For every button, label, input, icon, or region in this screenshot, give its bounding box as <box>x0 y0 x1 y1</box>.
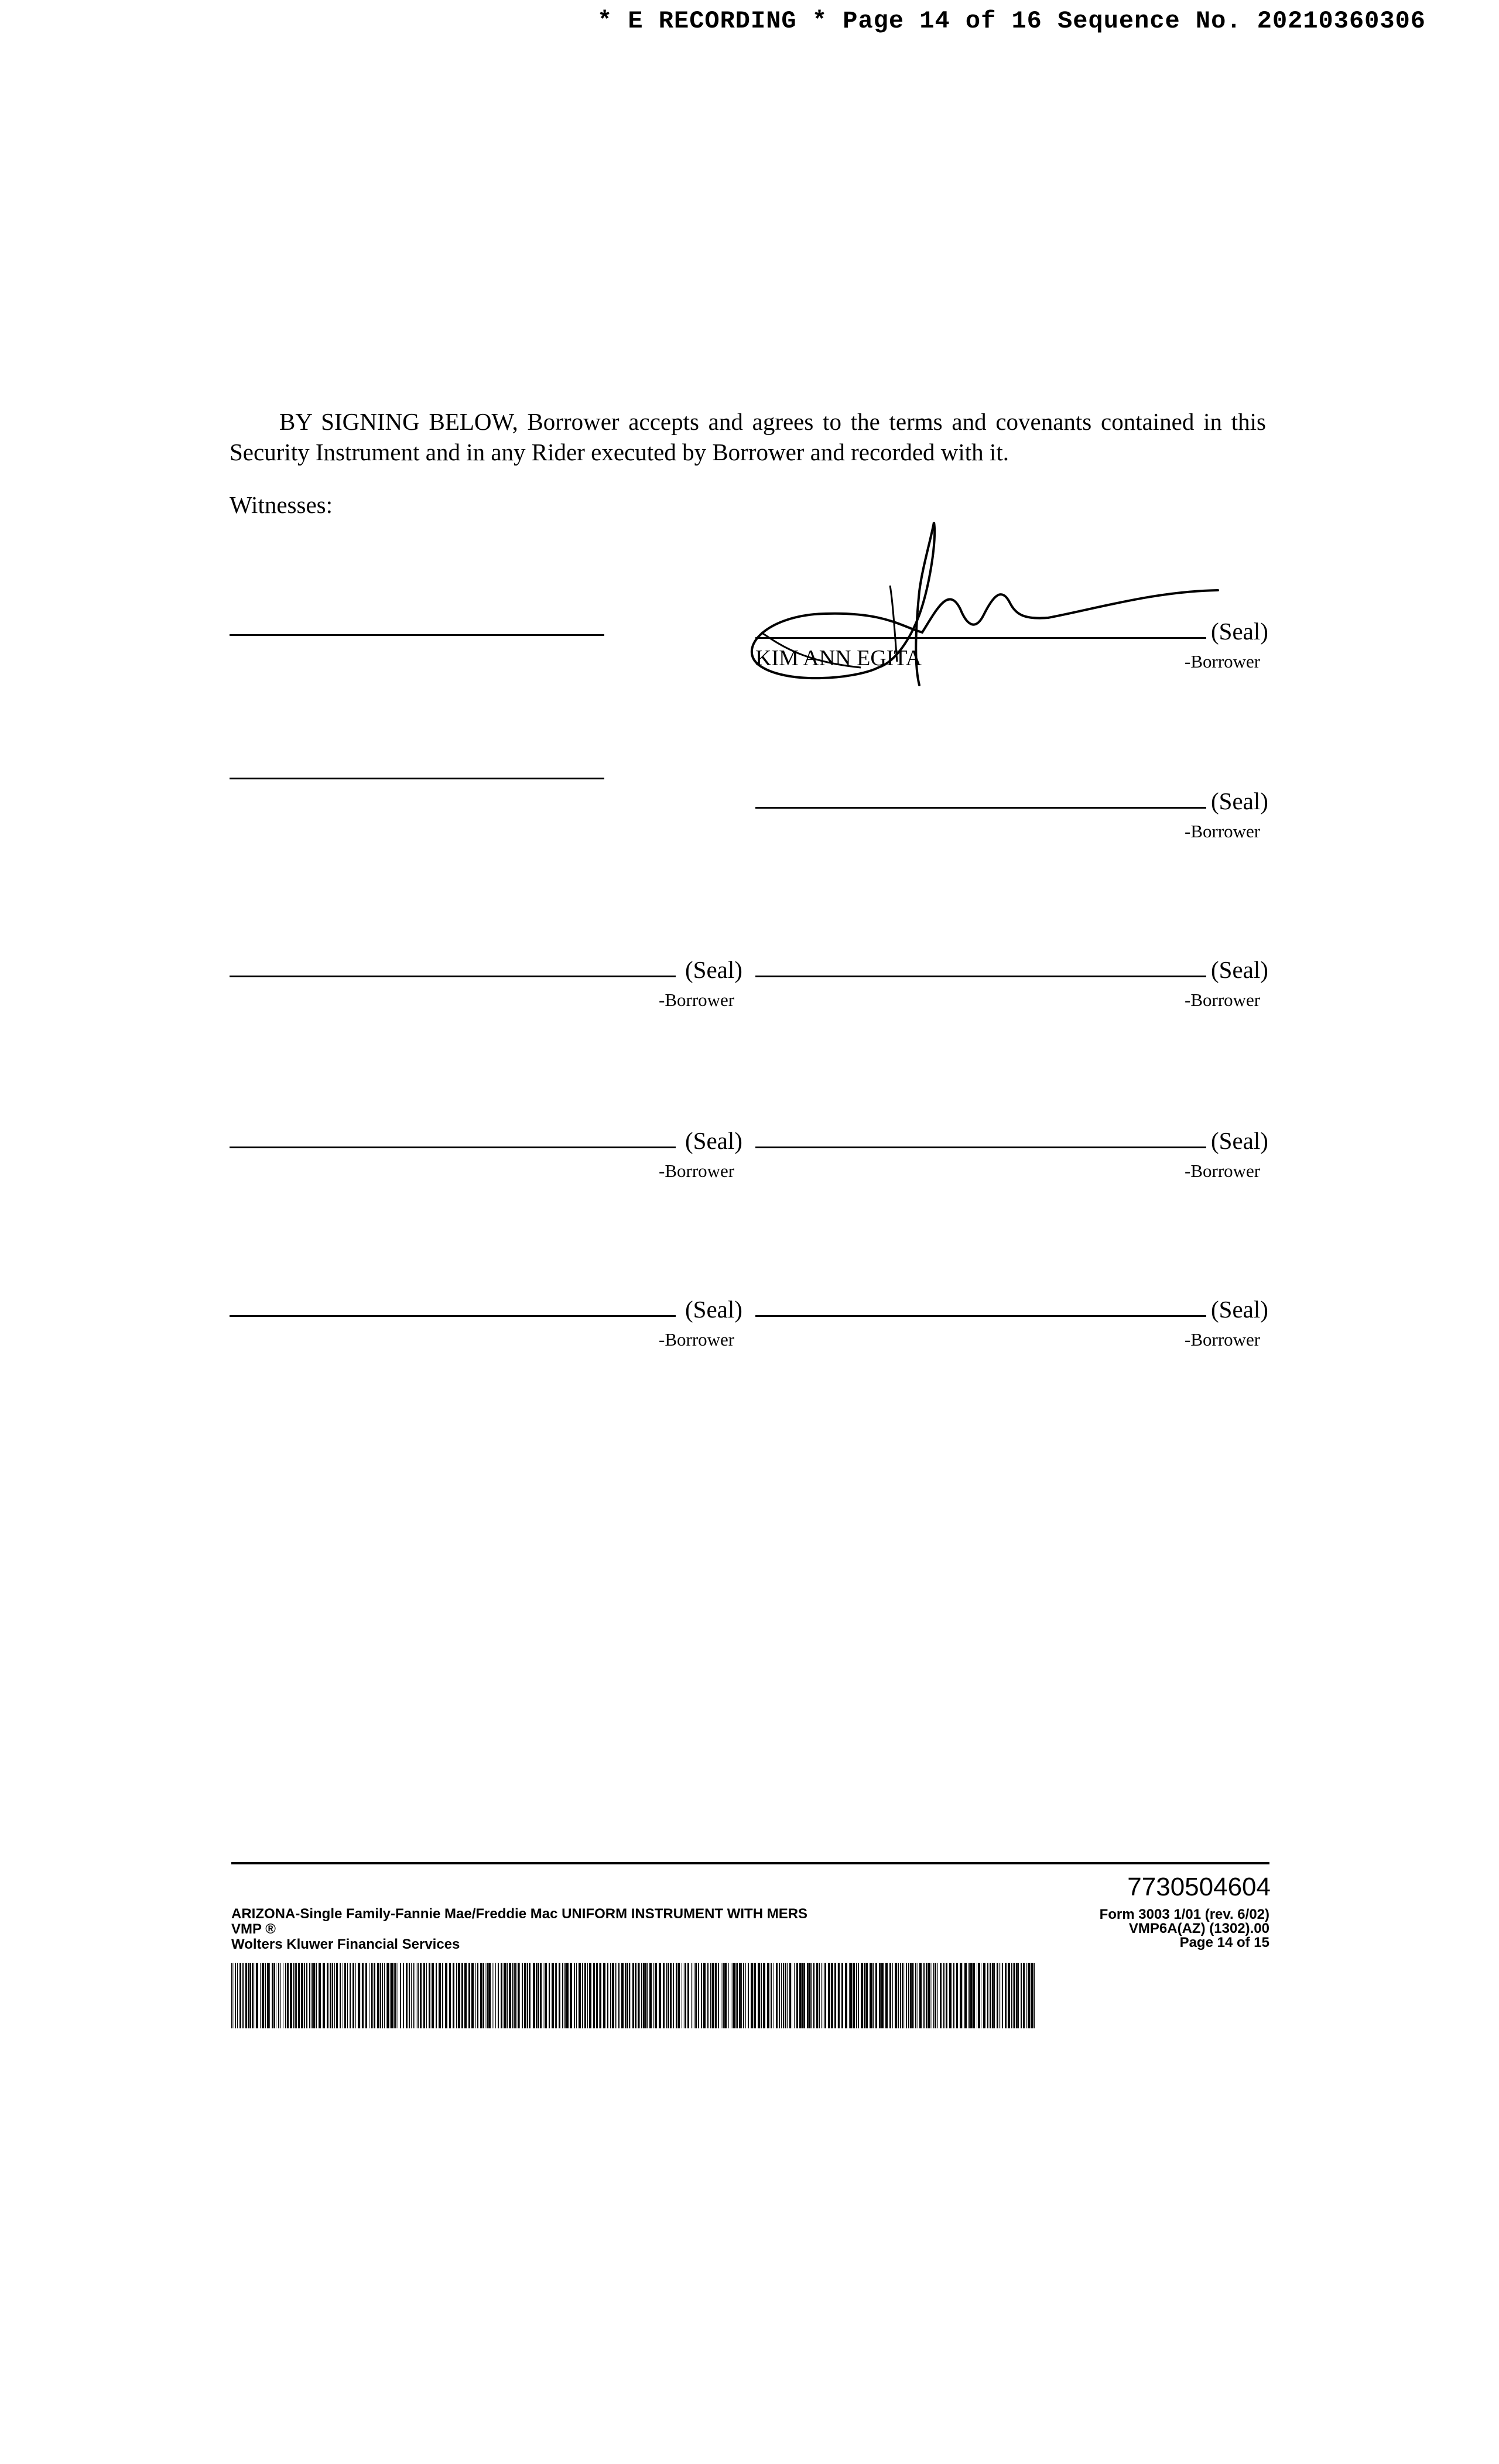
signing-paragraph-text: BY SIGNING BELOW, Borrower accepts and agrees to the terms and covenants contained in this Security Instrument and in any Rider executed by Borrower and recorded with it. <box>230 408 1266 466</box>
borrower-label-8: -Borrower <box>1185 1329 1261 1350</box>
signing-paragraph <box>230 406 1266 467</box>
borrower-line-4 <box>755 976 1206 977</box>
form-code: VMP6A(AZ) (1302).00 <box>1128 1921 1269 1936</box>
loan-number: 7730504604 <box>1127 1873 1271 1901</box>
borrower-label-1: -Borrower <box>1185 651 1261 672</box>
borrower-line-8 <box>755 1315 1206 1317</box>
borrower-label-2: -Borrower <box>1185 821 1261 841</box>
form-info-right <box>1100 1908 1269 1950</box>
recording-header: * E RECORDING * Page 14 of 16 Sequence No. 20210360306 <box>597 7 1426 35</box>
borrower-line-7 <box>230 1315 676 1317</box>
form-title: ARIZONA-Single Family-Fannie Mae/Freddie Mac UNIFORM INSTRUMENT WITH MERS <box>231 1906 808 1922</box>
borrower-line-6 <box>755 1147 1206 1148</box>
seal-label-8: (Seal) <box>1211 1296 1268 1323</box>
borrower-line-3 <box>230 976 676 977</box>
seal-label-4: (Seal) <box>1211 956 1268 983</box>
borrower-line-1 <box>755 637 1206 639</box>
barcode <box>231 1963 1035 2028</box>
witness-line-1 <box>230 634 604 636</box>
seal-label-1: (Seal) <box>1211 618 1268 645</box>
handwritten-signature <box>744 515 1236 714</box>
form-number: Form 3003 1/01 (rev. 6/02) <box>1099 1907 1269 1922</box>
footer-rule <box>231 1862 1269 1864</box>
witness-line-2 <box>230 778 604 779</box>
seal-label-3: (Seal) <box>685 956 742 983</box>
borrower-line-2 <box>755 807 1206 809</box>
seal-label-5: (Seal) <box>685 1127 742 1154</box>
borrower-label-5: -Borrower <box>659 1161 735 1181</box>
signer-name: KIM ANN EGITA <box>755 646 922 670</box>
form-info-left <box>231 1907 807 1952</box>
witnesses-label: Witnesses: <box>230 491 333 518</box>
publisher: Wolters Kluwer Financial Services <box>231 1936 460 1952</box>
borrower-line-5 <box>230 1147 676 1148</box>
borrower-label-7: -Borrower <box>659 1329 735 1350</box>
borrower-label-3: -Borrower <box>659 990 735 1010</box>
vmp-mark: VMP ® <box>231 1921 276 1937</box>
borrower-label-4: -Borrower <box>1185 990 1261 1010</box>
seal-label-7: (Seal) <box>685 1296 742 1323</box>
borrower-label-6: -Borrower <box>1185 1161 1261 1181</box>
seal-label-6: (Seal) <box>1211 1127 1268 1154</box>
form-page: Page 14 of 15 <box>1179 1935 1269 1950</box>
seal-label-2: (Seal) <box>1211 788 1268 815</box>
